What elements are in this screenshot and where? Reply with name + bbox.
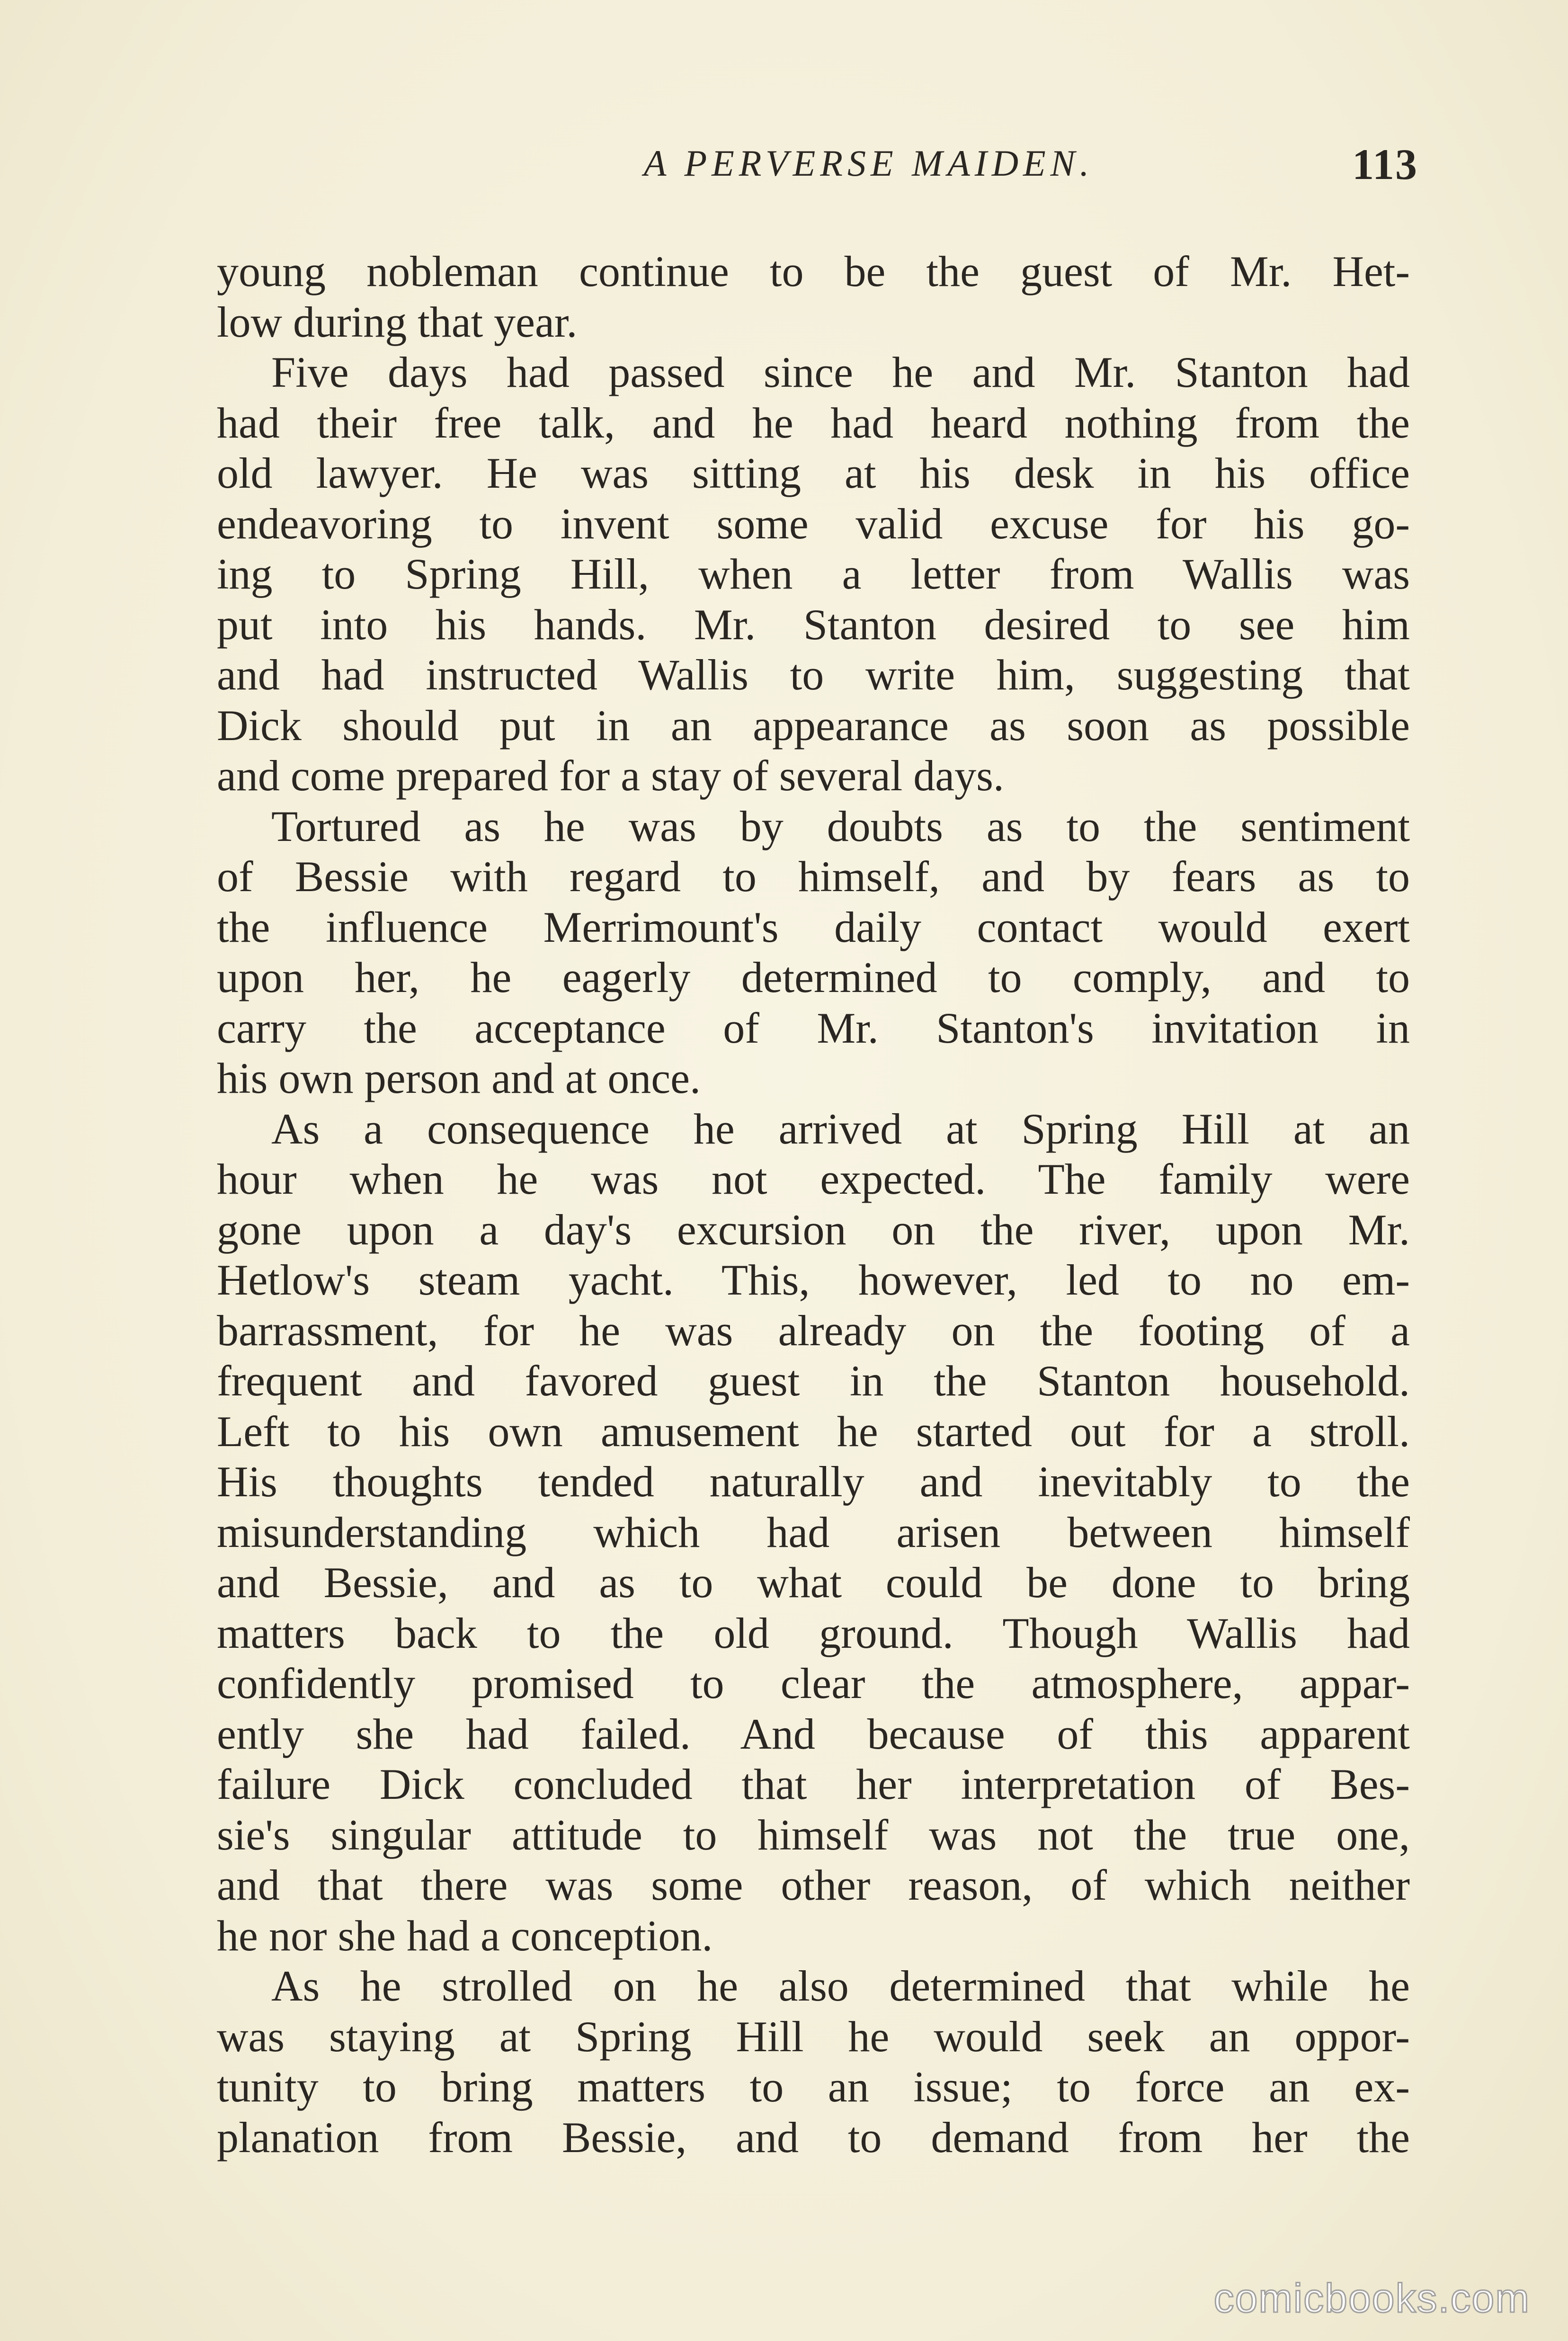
text-line: had their free talk, and he had heard nothing from the: [217, 398, 1410, 447]
running-title: A PERVERSE MAIDEN.: [643, 143, 1094, 184]
text-line: Hetlow's steam yacht. This, however, led to no em-: [217, 1256, 1410, 1304]
text-line: old lawyer. He was sitting at his desk in his office: [217, 449, 1410, 497]
text-line: and Bessie, and as to what could be done to bring: [217, 1558, 1410, 1607]
text-line: misunderstanding which had arisen between himself: [217, 1508, 1410, 1556]
page-number: 113: [1352, 140, 1418, 188]
text-line: confidently promised to clear the atmosphere, appar-: [217, 1659, 1410, 1707]
text-line: the influence Merrimount's daily contact would exert: [217, 902, 1410, 951]
text-line: and had instructed Wallis to write him, suggesting that: [217, 651, 1410, 699]
text-line: ing to Spring Hill, when a letter from Wallis was: [217, 550, 1410, 598]
text-line: carry the acceptance of Mr. Stanton's invitation in: [217, 1003, 1410, 1052]
text-line: endeavoring to invent some valid excuse for his go-: [217, 499, 1410, 548]
text-line: gone upon a day's excursion on the river, upon Mr.: [217, 1205, 1410, 1254]
watermark-logo: comicbooks.com: [1213, 2276, 1530, 2321]
text-line: His thoughts tended naturally and inevitably to the: [217, 1457, 1410, 1506]
text-line: low during that year.: [217, 297, 578, 346]
text-line: Left to his own amusement he started out for a stroll.: [217, 1407, 1410, 1456]
text-line: failure Dick concluded that her interpretation of Bes-: [217, 1760, 1410, 1808]
text-line: Dick should put in an appearance as soon as possible: [217, 701, 1410, 750]
text-line: Five days had passed since he and Mr. Stanton had: [271, 348, 1410, 396]
text-line: and come prepared for a stay of several days.: [217, 751, 1004, 800]
text-line: his own person and at once.: [217, 1054, 701, 1102]
text-line: Tortured as he was by doubts as to the sentiment: [271, 802, 1410, 850]
text-line: frequent and favored guest in the Stanton household.: [217, 1357, 1410, 1405]
body-text: [217, 246, 1410, 2162]
text-line: planation from Bessie, and to demand from her the: [217, 2113, 1410, 2162]
text-line: As a consequence he arrived at Spring Hill at an: [271, 1104, 1410, 1153]
text-line: tunity to bring matters to an issue; to force an ex-: [217, 2063, 1410, 2111]
text-line: hour when he was not expected. The family were: [217, 1155, 1410, 1203]
page-header: [215, 137, 1418, 204]
text-line: and that there was some other reason, of which neither: [217, 1861, 1410, 1909]
text-line: matters back to the old ground. Though Wallis had: [217, 1608, 1410, 1657]
text-line: ently she had failed. And because of this apparent: [217, 1709, 1410, 1758]
text-line: sie's singular attitude to himself was not the true one,: [217, 1810, 1410, 1859]
text-line: put into his hands. Mr. Stanton desired to see him: [217, 600, 1410, 649]
text-line: young nobleman continue to be the guest of Mr. Het-: [217, 247, 1410, 295]
text-line: of Bessie with regard to himself, and by fears as to: [217, 852, 1410, 901]
text-line: As he strolled on he also determined that while he: [271, 1962, 1410, 2010]
text-line: he nor she had a conception.: [217, 1911, 713, 1960]
text-line: barrassment, for he was already on the footing of a: [217, 1306, 1410, 1355]
text-line: upon her, he eagerly determined to comply, and to: [217, 953, 1410, 1001]
text-line: was staying at Spring Hill he would seek an oppor-: [217, 2012, 1410, 2061]
